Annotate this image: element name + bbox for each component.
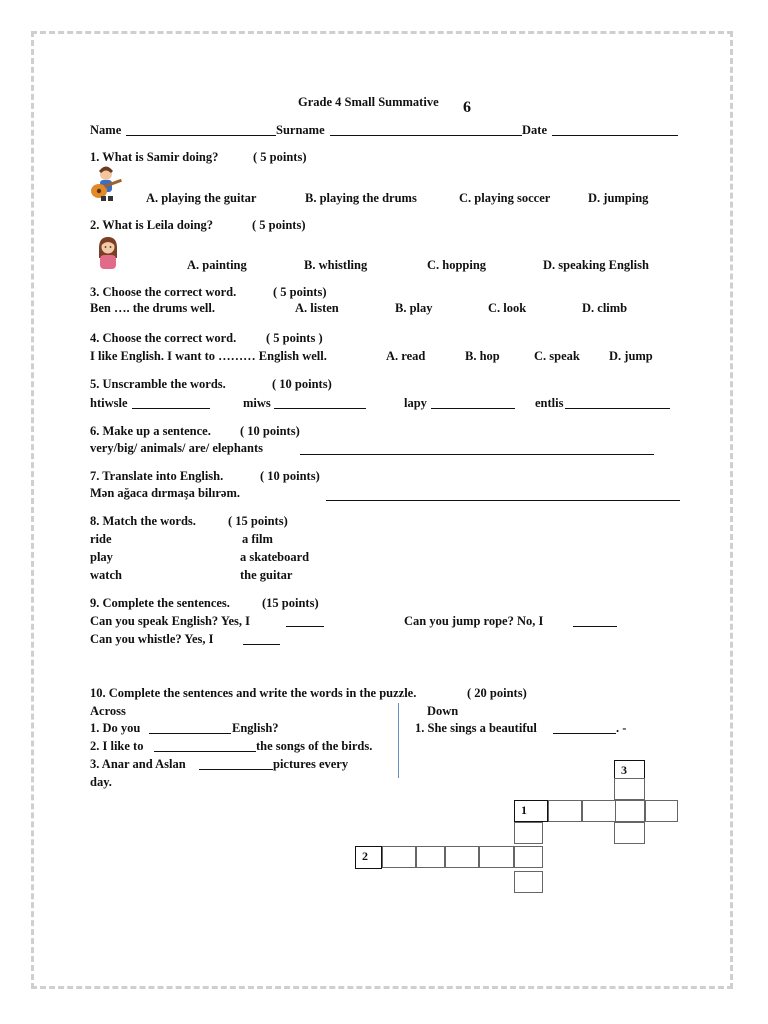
girl-icon xyxy=(96,236,120,270)
q5-word-1: htiwsle xyxy=(90,396,128,410)
q9-question: 9. Complete the sentences. xyxy=(90,596,230,610)
puzzle-cell[interactable] xyxy=(416,846,445,868)
date-line[interactable] xyxy=(552,135,678,136)
q4-option-c[interactable]: C. speak xyxy=(534,349,580,363)
q7-question: 7. Translate into English. xyxy=(90,469,224,483)
q10-question: 10. Complete the sentences and write the words in the puzzle. xyxy=(90,686,417,700)
q4-option-d[interactable]: D. jump xyxy=(609,349,653,363)
q7-answer-line[interactable] xyxy=(326,500,680,501)
q10-down-1-start: 1. She sings a beautiful xyxy=(415,721,537,735)
q8-question: 8. Match the words. xyxy=(90,514,196,528)
q3-option-c[interactable]: C. look xyxy=(488,301,527,315)
q3-option-d[interactable]: D. climb xyxy=(582,301,628,315)
puzzle-cell[interactable] xyxy=(382,846,416,868)
q5-answer-line-1[interactable] xyxy=(132,408,210,409)
q9-sentence-3: Can you jump rope? No, I xyxy=(404,614,544,628)
q8-right-1[interactable]: a film xyxy=(242,532,273,546)
q5-answer-line-4[interactable] xyxy=(565,408,670,409)
q2-option-b[interactable]: B. whistling xyxy=(304,258,368,272)
worksheet-title: Grade 4 Small Summative xyxy=(298,95,439,109)
q8-right-3[interactable]: the guitar xyxy=(240,568,293,582)
name-label: Name xyxy=(90,123,122,137)
q1-option-d[interactable]: D. jumping xyxy=(588,191,649,205)
q1-option-c[interactable]: C. playing soccer xyxy=(459,191,551,205)
q6-answer-line[interactable] xyxy=(300,454,654,455)
q9-sentence-1: Can you speak English? Yes, I xyxy=(90,614,251,628)
q2-question: 2. What is Leila doing? xyxy=(90,218,214,232)
q9-sentence-2: Can you whistle? Yes, I xyxy=(90,632,214,646)
puzzle-cell-1-start[interactable] xyxy=(514,800,548,822)
q10-across-1-end: English? xyxy=(232,721,279,735)
puzzle-cell-2-start[interactable] xyxy=(355,846,382,869)
boy-with-guitar-icon xyxy=(88,166,128,202)
puzzle-cell[interactable] xyxy=(614,778,645,800)
q8-right-2[interactable]: a skateboard xyxy=(240,550,310,564)
q2-option-a[interactable]: A. painting xyxy=(187,258,247,272)
q10-down-1-end: . - xyxy=(616,721,627,735)
q10-down-title: Down xyxy=(427,704,459,718)
puzzle-cell[interactable] xyxy=(582,800,616,822)
q7-sentence: Mən ağaca dırmaşa bilırəm. xyxy=(90,486,240,500)
q10-across-2-start: 2. I like to xyxy=(90,739,144,753)
q4-question: 4. Choose the correct word. xyxy=(90,331,237,345)
q4-sentence: I like English. I want to ……… English well. xyxy=(90,349,327,363)
puzzle-number-3: 3 xyxy=(621,763,627,777)
surname-label: Surname xyxy=(276,123,325,137)
date-label: Date xyxy=(522,123,547,137)
q9-points: (15 points) xyxy=(262,596,319,610)
puzzle-cell[interactable] xyxy=(614,800,645,822)
q3-option-b[interactable]: B. play xyxy=(395,301,433,315)
q10-points: ( 20 points) xyxy=(467,686,527,700)
puzzle-cell[interactable] xyxy=(514,846,543,868)
q10-across-2-line[interactable] xyxy=(154,751,256,752)
puzzle-cell[interactable] xyxy=(548,800,582,822)
q3-points: ( 5 points) xyxy=(273,285,327,299)
q6-question: 6. Make up a sentence. xyxy=(90,424,211,438)
q5-points: ( 10 points) xyxy=(272,377,332,391)
q1-option-a[interactable]: A. playing the guitar xyxy=(146,191,257,205)
q10-across-1-line[interactable] xyxy=(149,733,231,734)
q10-divider xyxy=(398,703,399,778)
q2-points: ( 5 points) xyxy=(252,218,306,232)
name-line[interactable] xyxy=(126,135,276,136)
q3-question: 3. Choose the correct word. xyxy=(90,285,237,299)
q5-answer-line-3[interactable] xyxy=(431,408,515,409)
puzzle-cell[interactable] xyxy=(614,822,645,844)
q10-across-2-end: the songs of the birds. xyxy=(256,739,373,753)
q9-answer-line-2[interactable] xyxy=(243,644,280,645)
q4-points: ( 5 points ) xyxy=(266,331,323,345)
q10-across-3-start: 3. Anar and Aslan xyxy=(90,757,186,771)
q3-sentence: Ben …. the drums well. xyxy=(90,301,215,315)
q8-points: ( 15 points) xyxy=(228,514,288,528)
q6-points: ( 10 points) xyxy=(240,424,300,438)
q5-word-2: miws xyxy=(243,396,271,410)
q9-answer-line-1[interactable] xyxy=(286,626,324,627)
q1-option-b[interactable]: B. playing the drums xyxy=(305,191,417,205)
page-mark: 6 xyxy=(463,99,471,116)
puzzle-cell[interactable] xyxy=(479,846,514,868)
q8-left-2[interactable]: play xyxy=(90,550,113,564)
q9-answer-line-3[interactable] xyxy=(573,626,617,627)
q7-points: ( 10 points) xyxy=(260,469,320,483)
q8-left-3[interactable]: watch xyxy=(90,568,122,582)
q8-left-1[interactable]: ride xyxy=(90,532,112,546)
puzzle-cell[interactable] xyxy=(514,871,543,893)
q10-across-3-end: pictures every xyxy=(273,757,349,771)
q10-down-1-line[interactable] xyxy=(553,733,616,734)
puzzle-number-1: 1 xyxy=(521,803,527,817)
q10-across-3-line[interactable] xyxy=(199,769,273,770)
q1-points: ( 5 points) xyxy=(253,150,307,164)
q2-option-c[interactable]: C. hopping xyxy=(427,258,487,272)
q10-across-3-continued: day. xyxy=(90,775,112,789)
q10-across-title: Across xyxy=(90,704,126,718)
q3-option-a[interactable]: A. listen xyxy=(295,301,339,315)
q1-question: 1. What is Samir doing? xyxy=(90,150,219,164)
q2-option-d[interactable]: D. speaking English xyxy=(543,258,649,272)
q6-words: very/big/ animals/ are/ elephants xyxy=(90,441,264,455)
q4-option-a[interactable]: A. read xyxy=(386,349,426,363)
q10-across-1-start: 1. Do you xyxy=(90,721,141,735)
surname-line[interactable] xyxy=(330,135,522,136)
q4-option-b[interactable]: B. hop xyxy=(465,349,500,363)
puzzle-cell[interactable] xyxy=(514,822,543,844)
puzzle-number-2: 2 xyxy=(362,849,368,863)
q5-word-3: lapy xyxy=(404,396,427,410)
puzzle-cell[interactable] xyxy=(645,800,678,822)
q5-word-4: entlis xyxy=(535,396,564,410)
q5-answer-line-2[interactable] xyxy=(274,408,366,409)
puzzle-cell[interactable] xyxy=(445,846,479,868)
q5-question: 5. Unscramble the words. xyxy=(90,377,226,391)
